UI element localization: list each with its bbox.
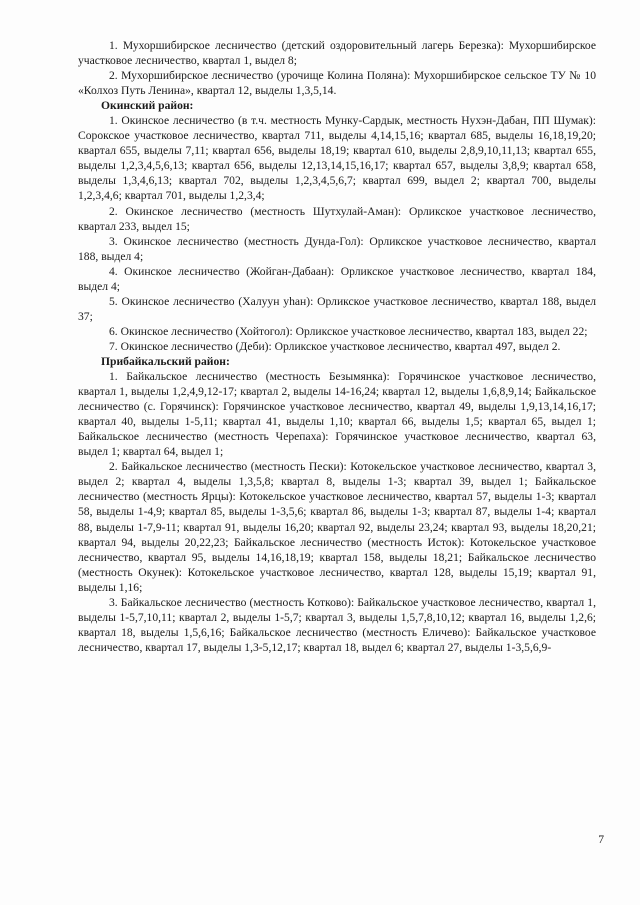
paragraph-oka-3: 3. Окинское лесничество (местность Дунда-Гол): Орликское участковое лесничество, квартал 188, выдел 4;	[78, 234, 596, 263]
paragraph-oka-4: 4. Окинское лесничество (Жойган-Дабаан): Орликское участковое лесничество, квартал 184, выдел 4;	[78, 264, 596, 293]
paragraph-muhorshibir-1: 1. Мухоршибирское лесничество (детский оздоровительный лагерь Березка): Мухоршибирское участковое лесничество, квартал 1, выдел 8;	[78, 39, 596, 68]
paragraph-oka-1: 1. Окинское лесничество (в т.ч. местность Мунку-Сардык, местность Нухэн-Дабан, ПП Шумак): Сорокское участковое лесничество, квартал 711, выделы 4,14,15,16; квартал 685, выделы 16,18,19,20; квартал 655, выделы 7,11; квартал 656, выделы 18,19; квартал 610, выделы 2,8,9,10,11,13; квартал 655, выделы 1,2,3,4,5,6,13; квартал 656, выделы 12,13,14,15,16,17; квартал 657, выделы 3,8,9; квартал 658, выделы 1,3,4,6,13; квартал 702, выделы 1,2,3,4,5,6,7; квартал 699, выдел 2; квартал 700, выделы 1,2,3,4,6; квартал 701, выделы 1,2,3,4;	[78, 114, 596, 203]
paragraph-oka-5: 5. Окинское лесничество (Халуун уhан): Орликское участковое лесничество, квартал 188, выдел 37;	[78, 294, 596, 323]
paragraph-oka-2: 2. Окинское лесничество (местность Шутхулай-Аман): Орликское участковое лесничество, квартал 233, выдел 15;	[78, 204, 596, 233]
document-body	[78, 38, 596, 655]
paragraph-baikal-3: 3. Байкальское лесничество (местность Котково): Байкальское участковое лесничество, квартал 1, выделы 1-5,7,10,11; квартал 2, выделы 1-5,7; квартал 3, выделы 1,5,7,8,10,12; квартал 16, выделы 1,2,6; квартал 18, выделы 1,5,6,16; Байкальское лесничество (местность Еличево): Байкальское участковое лесничество, квартал 17, выделы 1,3-5,12,17; квартал 18, выдел 6; квартал 27, выделы 1-3,5,6,9-	[78, 595, 596, 654]
paragraph-baikal-1: 1. Байкальское лесничество (местность Безымянка): Горячинское участковое лесничество, квартал 1, выделы 1,2,4,9,12-17; квартал 2, выделы 14-16,24; квартал 12, выделы 1,6,8,9,14; Байкальское лесничество (с. Горячинск): Горячинское участковое лесничество, квартал 49, выделы 1,9,13,14,16,17; квартал 40, выделы 1-5,11; квартал 41, выделы 1,10; квартал 66, выделы 1,5; квартал 65, выдел 1; Байкальское лесничество (местность Черепаха): Горячинское участковое лесничество, квартал 63, выдел 1; квартал 64, выдел 1;	[78, 370, 596, 459]
paragraph-muhorshibir-2: 2. Мухоршибирское лесничество (урочище Колина Поляна): Мухоршибирское сельское ТУ № 10 «Колхоз Путь Ленина», квартал 12, выделы 1,3,5,14.	[78, 69, 596, 98]
heading-pribaikalsky-district: Прибайкальский район:	[101, 354, 230, 368]
paragraph-oka-7: 7. Окинское лесничество (Деби): Орликское участковое лесничество, квартал 497, выдел 2.	[109, 339, 561, 353]
paragraph-baikal-2: 2. Байкальское лесничество (местность Пески): Котокельское участковое лесничество, квартал 3, выдел 2; квартал 4, выделы 1,3,5,8; квартал 8, выделы 1-3; квартал 39, выдел 1; Байкальское лесничество (местность Ярцы): Котокельское участковое лесничество, квартал 57, выделы 1-3; квартал 58, выделы 1-4,9; квартал 85, выделы 1-3,5,6; квартал 86, выделы 1-3; квартал 87, выделы 1-4; квартал 88, выделы 1-7,9-11; квартал 91, выделы 16,20; квартал 92, выделы 23,24; квартал 93, выделы 18,20,21; квартал 94, выделы 20,22,23; Байкальское лесничество (местность Исток): Котокельское участковое лесничество, квартал 95, выделы 14,16,18,19; квартал 158, выделы 18,21; Байкальское лесничество (местность Окунек): Котокельское участковое лесничество, квартал 128, выделы 15,19; квартал 91, выделы 1,16;	[78, 460, 596, 594]
page-number: 7	[598, 832, 604, 846]
heading-okinsky-district: Окинский район:	[101, 99, 194, 113]
paragraph-oka-6: 6. Окинское лесничество (Хойтогол): Орликское участковое лесничество, квартал 183, выдел 22;	[109, 324, 588, 338]
